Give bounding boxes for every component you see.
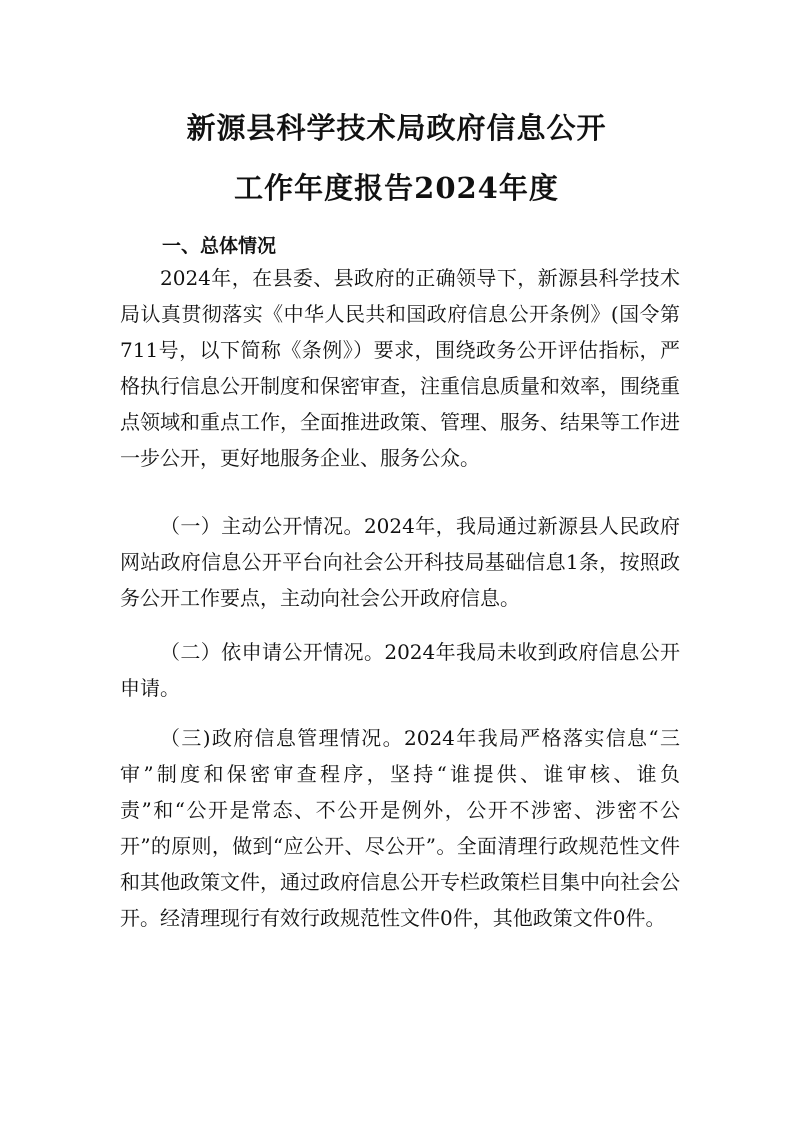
paragraph-active-disclosure: （一）主动公开情况。2024年，我局通过新源县人民政府网站政府信息公开平台向社会公开科技局基础信息1条，按照政务公开工作要点，主动向社会公开政府信息。 (120, 514, 680, 610)
paragraph-overview: 2024年，在县委、县政府的正确领导下，新源县科学技术局认真贯彻落实《中华人民共和国政府信息公开条例》(国令第711号，以下简称《条例》）要求，围绕政务公开评估指标，严格执行信息公开制度和保密审查，注重信息质量和效率，围绕重点领域和重点工作，全面推进政策、管理、服务、结果等工作进一步公开，更好地服务企业、服务公众。 (120, 266, 680, 470)
document-title-line-1: 新源县科学技术局政府信息公开 (186, 111, 607, 145)
section-heading-overall: 一、总体情况 (162, 235, 277, 257)
document-title-line-2: 工作年度报告2024年度 (234, 171, 559, 205)
paragraph-application-disclosure: （二）依申请公开情况。2024年我局未收到政府信息公开申请。 (120, 640, 680, 700)
paragraph-information-management: （三)政府信息管理情况。2024年我局严格落实信息“三审”制度和保密审查程序，坚持“谁提供、谁审核、谁负责”和“公开是常态、不公开是例外，公开不涉密、涉密不公开”的原则，做到“应公开、尽公开”。全面清理行政规范性文件和其他政策文件，通过政府信息公开专栏政策栏目集中向社会公开。经清理现行有效行政规范性文件0件，其他政策文件0件。 (120, 726, 680, 930)
